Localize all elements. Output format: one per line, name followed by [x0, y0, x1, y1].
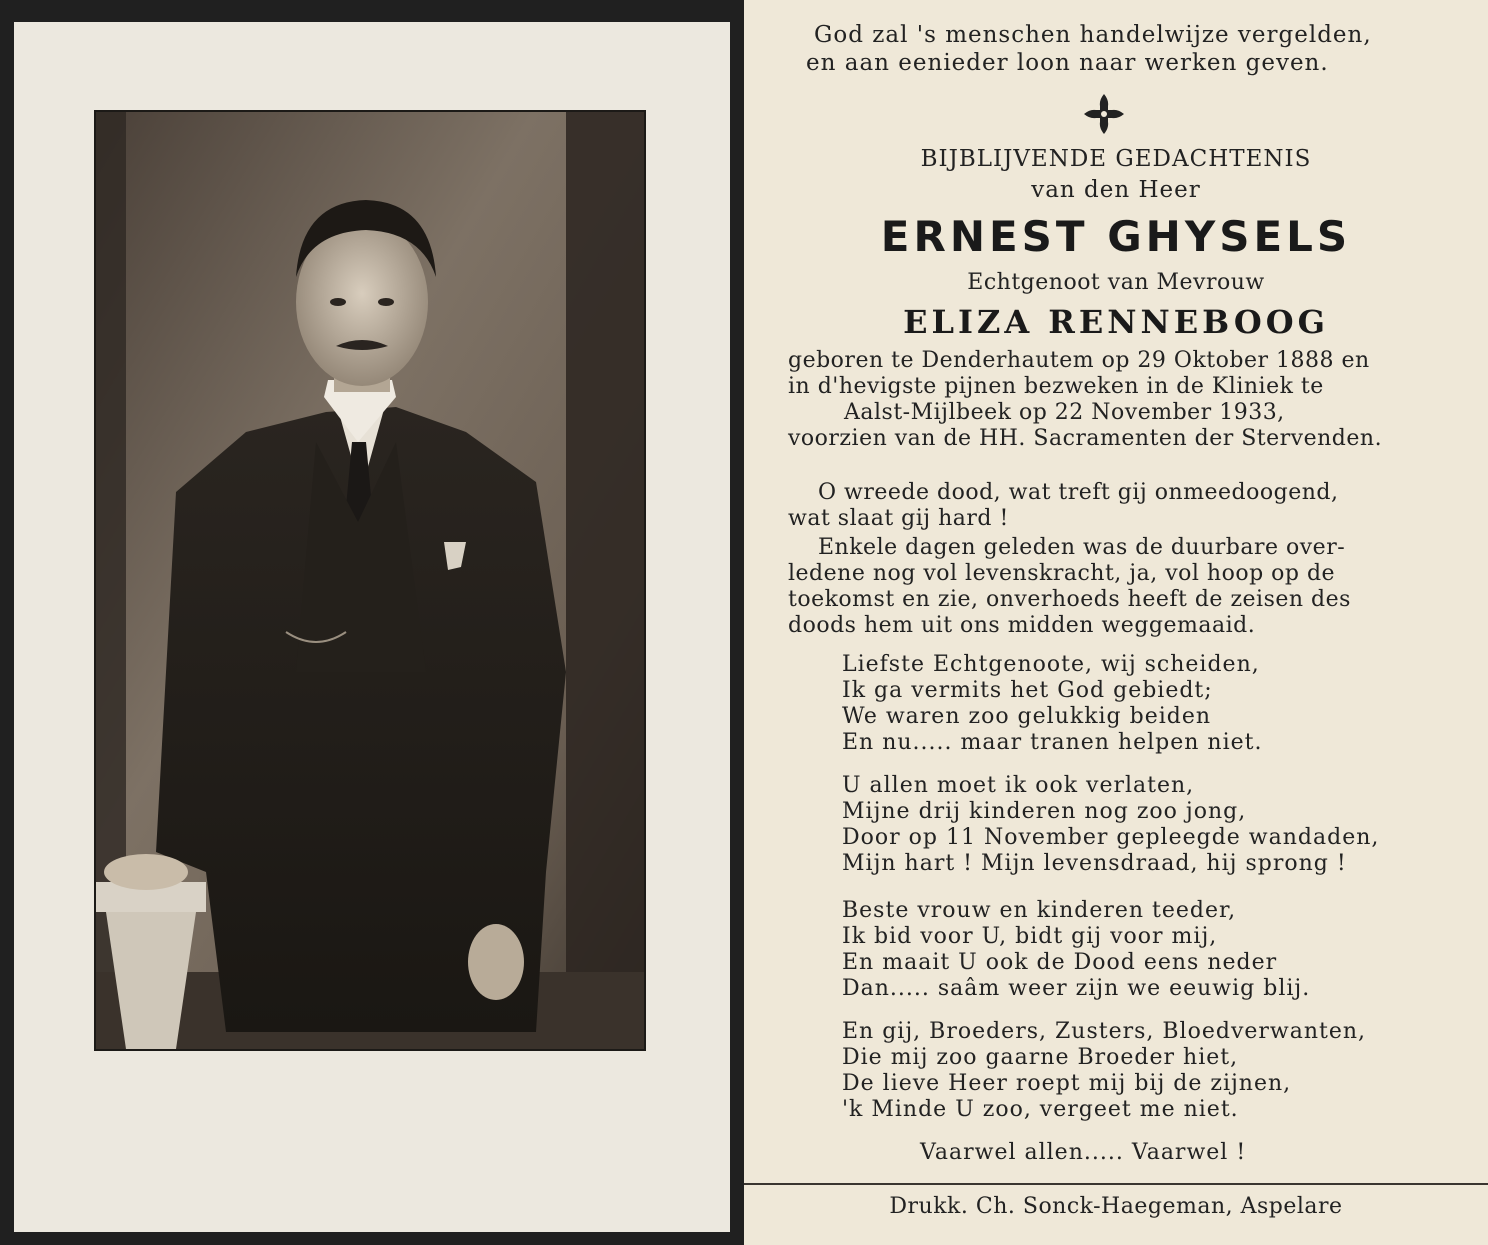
prose-line-5: toekomst en zie, onverhoeds heeft de zeisen des: [788, 587, 1351, 612]
verse-line: Mijn hart ! Mijn levensdraad, hij sprong !: [842, 851, 1347, 876]
epigraph-line-1: God zal 's menschen handelwijze vergelden,: [814, 22, 1372, 48]
heading-line-2: van den Heer: [1031, 177, 1201, 203]
verse-line: En nu..... maar tranen helpen niet.: [842, 730, 1263, 755]
bio-line-3: Aalst-Mijlbeek op 22 November 1933,: [844, 400, 1285, 425]
verse-line: Liefste Echtgenoote, wij scheiden,: [842, 652, 1260, 677]
prose-line-6: doods hem uit ons midden weggemaaid.: [788, 613, 1256, 638]
verse-line: En maait U ook de Dood eens neder: [842, 950, 1278, 975]
verse-line: U allen moet ik ook verlaten,: [842, 773, 1195, 798]
prose-line-1: O wreede dood, wat treft gij onmeedoogend,: [818, 480, 1339, 505]
memorial-card-text: [744, 0, 1488, 1245]
verse-line: We waren zoo gelukkig beiden: [842, 704, 1212, 729]
verse-line: Beste vrouw en kinderen teeder,: [842, 898, 1237, 923]
bio-line-4: voorzien van de HH. Sacramenten der Stervenden.: [788, 426, 1383, 451]
prose-line-2: wat slaat gij hard !: [788, 506, 1009, 531]
portrait-photo: [94, 110, 646, 1051]
prose-line-3: Enkele dagen geleden was de duurbare over-: [818, 535, 1346, 560]
prose-line-4: ledene nog vol levenskracht, ja, vol hoop op de: [788, 561, 1336, 586]
deceased-name: ERNEST GHYSELS: [880, 212, 1352, 261]
verse-line: 'k Minde U zoo, vergeet me niet.: [842, 1097, 1239, 1122]
verse-line: Die mij zoo gaarne Broeder hiet,: [842, 1045, 1239, 1070]
verse-line: Ik ga vermits het God gebiedt;: [842, 678, 1213, 703]
spouse-intro: Echtgenoot van Mevrouw: [967, 270, 1265, 295]
epigraph-line-2: en aan eenieder loon naar werken geven.: [806, 50, 1329, 76]
farewell: Vaarwel allen..... Vaarwel !: [920, 1140, 1247, 1165]
spouse-name: ELIZA RENNEBOOG: [903, 303, 1329, 341]
heading-line-1: BIJBLIJVENDE GEDACHTENIS: [920, 146, 1312, 172]
verse-line: Dan..... saâm weer zijn we eeuwig blij.: [842, 976, 1311, 1001]
photo-mount: [14, 22, 730, 1232]
bio-line-1: geboren te Denderhautem op 29 Oktober 1888 en: [788, 348, 1370, 373]
cross-icon: [1082, 92, 1126, 136]
portrait-illustration: [96, 112, 644, 1049]
verse-line: Ik bid voor U, bidt gij voor mij,: [842, 924, 1218, 949]
divider: [744, 1183, 1488, 1185]
verse-line: De lieve Heer roept mij bij de zijnen,: [842, 1071, 1292, 1096]
bio-line-2: in d'hevigste pijnen bezweken in de Kliniek te: [788, 374, 1324, 399]
verse-line: En gij, Broeders, Zusters, Bloedverwanten,: [842, 1019, 1367, 1044]
verse-line: Mijne drij kinderen nog zoo jong,: [842, 799, 1247, 824]
printer-credit: Drukk. Ch. Sonck-Haegeman, Aspelare: [889, 1194, 1343, 1219]
verse-line: Door op 11 November gepleegde wandaden,: [842, 825, 1380, 850]
